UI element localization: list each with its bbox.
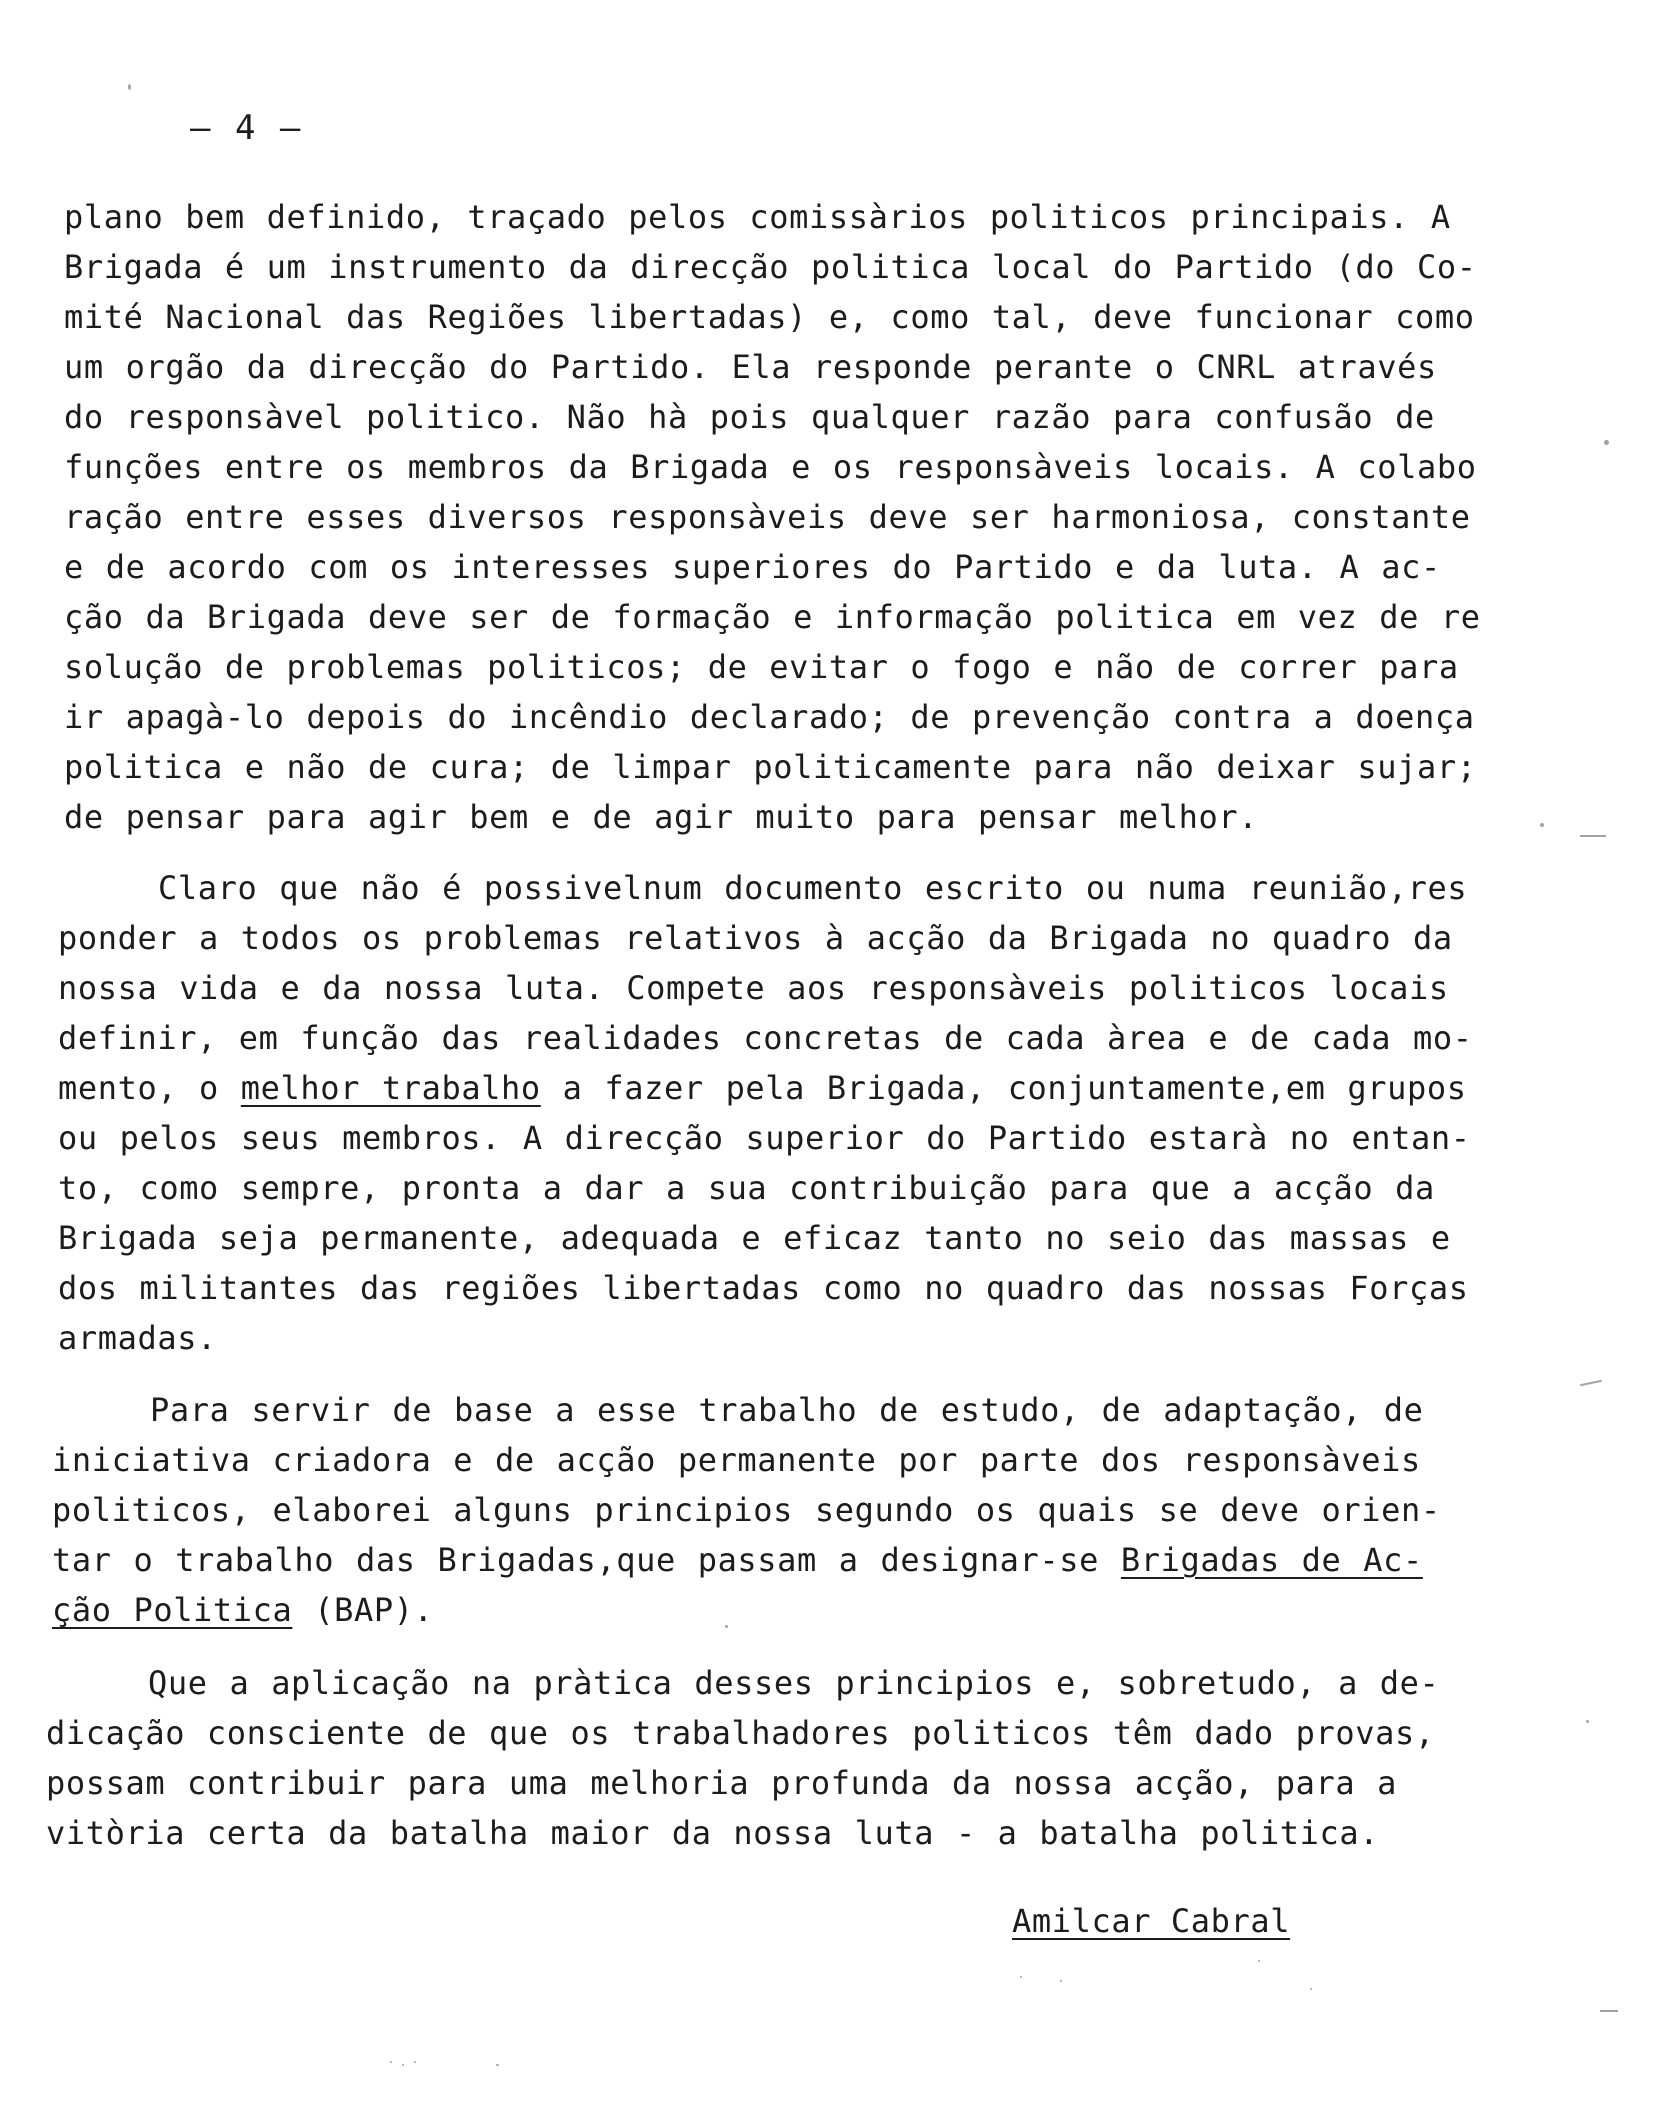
text-line: plano bem definido, traçado pelos comissàrios politicos principais. A (64, 198, 1451, 236)
scan-speck (1586, 1720, 1589, 1723)
text-line: Claro que não é possivelnum documento escrito ou numa reunião,res (158, 869, 1468, 907)
text-line: Brigada seja permanente, adequada e eficaz tanto no seio das massas e (58, 1219, 1451, 1257)
text-line: ir apagà-lo depois do incêndio declarado; de prevenção contra a doença (64, 698, 1475, 736)
scan-speck (1020, 1976, 1022, 1978)
text-line: funções entre os membros da Brigada e os responsàveis locais. A colabo (64, 448, 1477, 486)
page-number: – 4 – (190, 108, 303, 148)
text-line: definir, em função das realidades concretas de cada àrea e de cada mo- (58, 1019, 1473, 1057)
text-line: de pensar para agir bem e de agir muito para pensar melhor. (64, 798, 1259, 836)
text-line: to, como sempre, pronta a dar a sua contribuição para que a acção da (58, 1169, 1435, 1207)
scan-speck (128, 84, 131, 90)
text-line: politicos, elaborei alguns principios segundo os quais se deve orien- (52, 1491, 1441, 1529)
scan-speck (1540, 823, 1544, 827)
scan-mark (1580, 1380, 1602, 1387)
text-segment: mento, o (58, 1069, 241, 1107)
text-line: Brigada é um instrumento da direcção politica local do Partido (do Co- (64, 248, 1477, 286)
scan-speck (1604, 440, 1609, 445)
text-line: solução de problemas politicos; de evitar o fogo e não de correr para (64, 648, 1459, 686)
underlined-phrase: ção Politica (52, 1591, 293, 1629)
text-line: armadas. (58, 1319, 217, 1357)
scan-mark (1580, 835, 1606, 837)
scan-speck (725, 1625, 728, 1628)
text-line: vitòria certa da batalha maior da nossa luta - a batalha politica. (46, 1814, 1380, 1852)
text-line: ponder a todos os problemas relativos à acção da Brigada no quadro da (58, 919, 1453, 957)
text-line: ração entre esses diversos responsàveis deve ser harmoniosa, constante (64, 498, 1471, 536)
text-line: politica e não de cura; de limpar politicamente para não deixar sujar; (64, 748, 1477, 786)
scan-mark (1600, 2010, 1618, 2012)
text-line: dicação consciente de que os trabalhadores politicos têm dado provas, (46, 1714, 1435, 1752)
text-line: um orgão da direcção do Partido. Ela responde perante o CNRL através (64, 348, 1437, 386)
scan-speck (390, 2061, 392, 2063)
scan-speck (1258, 1960, 1260, 1962)
text-line: mité Nacional das Regiões libertadas) e, como tal, deve funcionar como (64, 298, 1475, 336)
signature: Amilcar Cabral (1012, 1902, 1291, 1940)
text-line: do responsàvel politico. Não hà pois qualquer razão para confusão de (64, 398, 1435, 436)
text-line: nossa vida e da nossa luta. Compete aos responsàveis politicos locais (58, 969, 1449, 1007)
text-segment: a fazer pela Brigada, conjuntamente,em grupos (540, 1069, 1467, 1107)
text-segment: tar o trabalho das Brigadas,que passam a designar-se (52, 1541, 1121, 1579)
text-line: Para servir de base a esse trabalho de estudo, de adaptação, de (150, 1391, 1424, 1429)
text-line: e de acordo com os interesses superiores do Partido e da luta. A ac- (64, 548, 1441, 586)
text-line: dos militantes das regiões libertadas como no quadro das nossas Forças (58, 1269, 1469, 1307)
text-segment: (BAP). (314, 1591, 434, 1629)
text-line: ção da Brigada deve ser de formação e informação politica em vez de re (64, 598, 1481, 636)
text-line (52, 1540, 1423, 1580)
underlined-phrase: melhor trabalho (240, 1069, 541, 1107)
scan-speck (496, 2064, 499, 2066)
text-line: Que a aplicação na pràtica desses principios e, sobretudo, a de- (148, 1664, 1440, 1702)
scan-speck (414, 2061, 416, 2063)
underlined-phrase: Brigadas de Ac- (1120, 1541, 1423, 1579)
text-line: ou pelos seus membros. A direcção superior do Partido estarà no entan- (58, 1119, 1471, 1157)
text-line (58, 1068, 1467, 1108)
text-line: iniciativa criadora e de acção permanente por parte dos responsàveis (52, 1441, 1421, 1479)
scan-speck (1060, 1980, 1062, 1982)
text-line (52, 1590, 433, 1630)
text-line: possam contribuir para uma melhoria profunda da nossa acção, para a (46, 1764, 1397, 1802)
scan-speck (1310, 1988, 1312, 1990)
scan-speck (402, 2064, 404, 2066)
